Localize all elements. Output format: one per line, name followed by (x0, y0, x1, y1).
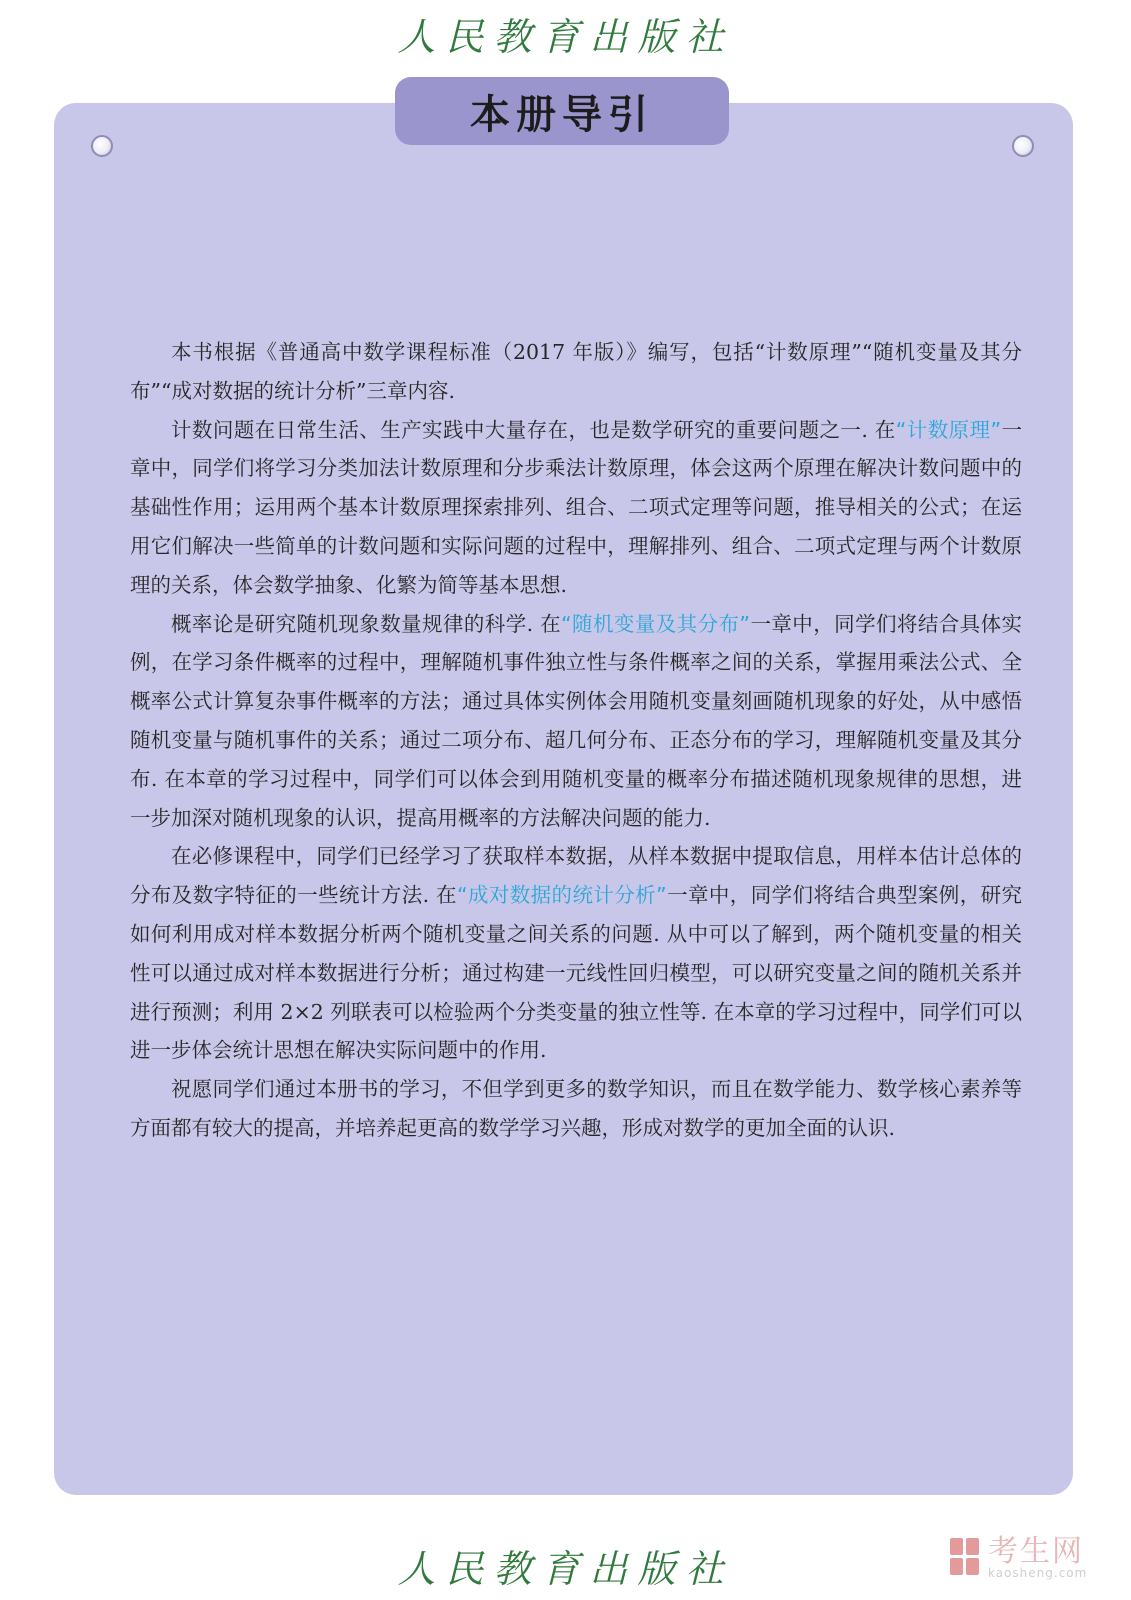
paragraph-5 (130, 1070, 1022, 1148)
chapter-highlight: “随机变量及其分布” (561, 611, 751, 636)
publisher-header: 人民教育出版社 (397, 15, 734, 59)
watermark-text: 考生网 (988, 1534, 1084, 1569)
guide-content (130, 333, 1022, 1148)
watermark-logo-icon (950, 1538, 982, 1578)
watermark (950, 1528, 1120, 1588)
text-segment: 计数问题在日常生活、生产实践中大量存在，也是数学研究的重要问题之一. 在 (171, 417, 896, 442)
paragraph-4 (130, 837, 1022, 1070)
paragraph-3 (130, 605, 1022, 838)
chapter-highlight: “计数原理” (895, 417, 1002, 442)
title-tab (395, 77, 729, 145)
paragraph-1 (130, 333, 1022, 411)
text-segment: 一章中，同学们将学习分类加法计数原理和分步乘法计数原理，体会这两个原理在解决计数问题中的基础性作用；运用两个基本计数原理探索排列、组合、二项式定理等问题，推导相关的公式；在运用它们解决一些简单的计数问题和实际问题的过程中，理解排列、组合、二项式定理与两个计数原理的关系，体会数学抽象、化繁为简等基本思想. (130, 417, 1022, 597)
binder-hole-right-icon (1012, 135, 1034, 157)
text-segment: 一章中，同学们将结合典型案例，研究如何利用成对样本数据分析两个随机变量之间关系的问题. 从中可以了解到，两个随机变量的相关性可以通过成对样本数据进行分析；通过构建一元线性回归模型，可以研究变量之间的随机关系并进行预测；利用 2×2 列联表可以检验两个分类变量的独立性等. 在本章的学习过程中，同学们可以进一步体会统计思想在解决实际问题中的作用. (130, 883, 1022, 1063)
binder-hole-left-icon (91, 135, 113, 157)
text-segment: 概率论是研究随机现象数量规律的科学. 在 (171, 611, 562, 636)
text-segment: 在必修课程中，同学们已经学习了获取样本数据，从样本数据中提取信息，用样本估计总体的分布及数字特征的一些统计方法. 在 (130, 844, 1022, 908)
text-segment: 祝愿同学们通过本册书的学习，不但学到更多的数学知识，而且在数学能力、数学核心素养等方面都有较大的提高，并培养起更高的数学学习兴趣，形成对数学的更加全面的认识. (130, 1077, 1022, 1140)
watermark-domain: kaosheng.com (988, 1566, 1088, 1580)
text-segment: 一章中，同学们将结合具体实例，在学习条件概率的过程中，理解随机事件独立性与条件概率之间的关系，掌握用乘法公式、全概率公式计算复杂事件概率的方法；通过具体实例体会用随机变量刻画随机现象的好处，从中感悟随机变量与随机事件的关系；通过二项分布、超几何分布、正态分布的学习，理解随机变量及其分布. 在本章的学习过程中，同学们可以体会到用随机变量的概率分布描述随机现象规律的思想，进一步加深对随机现象的认识，提高用概率的方法解决问题的能力. (130, 611, 1023, 830)
chapter-highlight: “成对数据的统计分析” (456, 883, 667, 908)
text-segment: 本书根据《普通高中数学课程标准（2017 年版）》编写，包括“计数原理”“随机变量及其分布”“成对数据的统计分析”三章内容. (130, 340, 1022, 403)
page-title: 本册导引 (470, 91, 654, 138)
publisher-footer: 人民教育出版社 (397, 1547, 734, 1591)
paragraph-2 (130, 411, 1022, 605)
